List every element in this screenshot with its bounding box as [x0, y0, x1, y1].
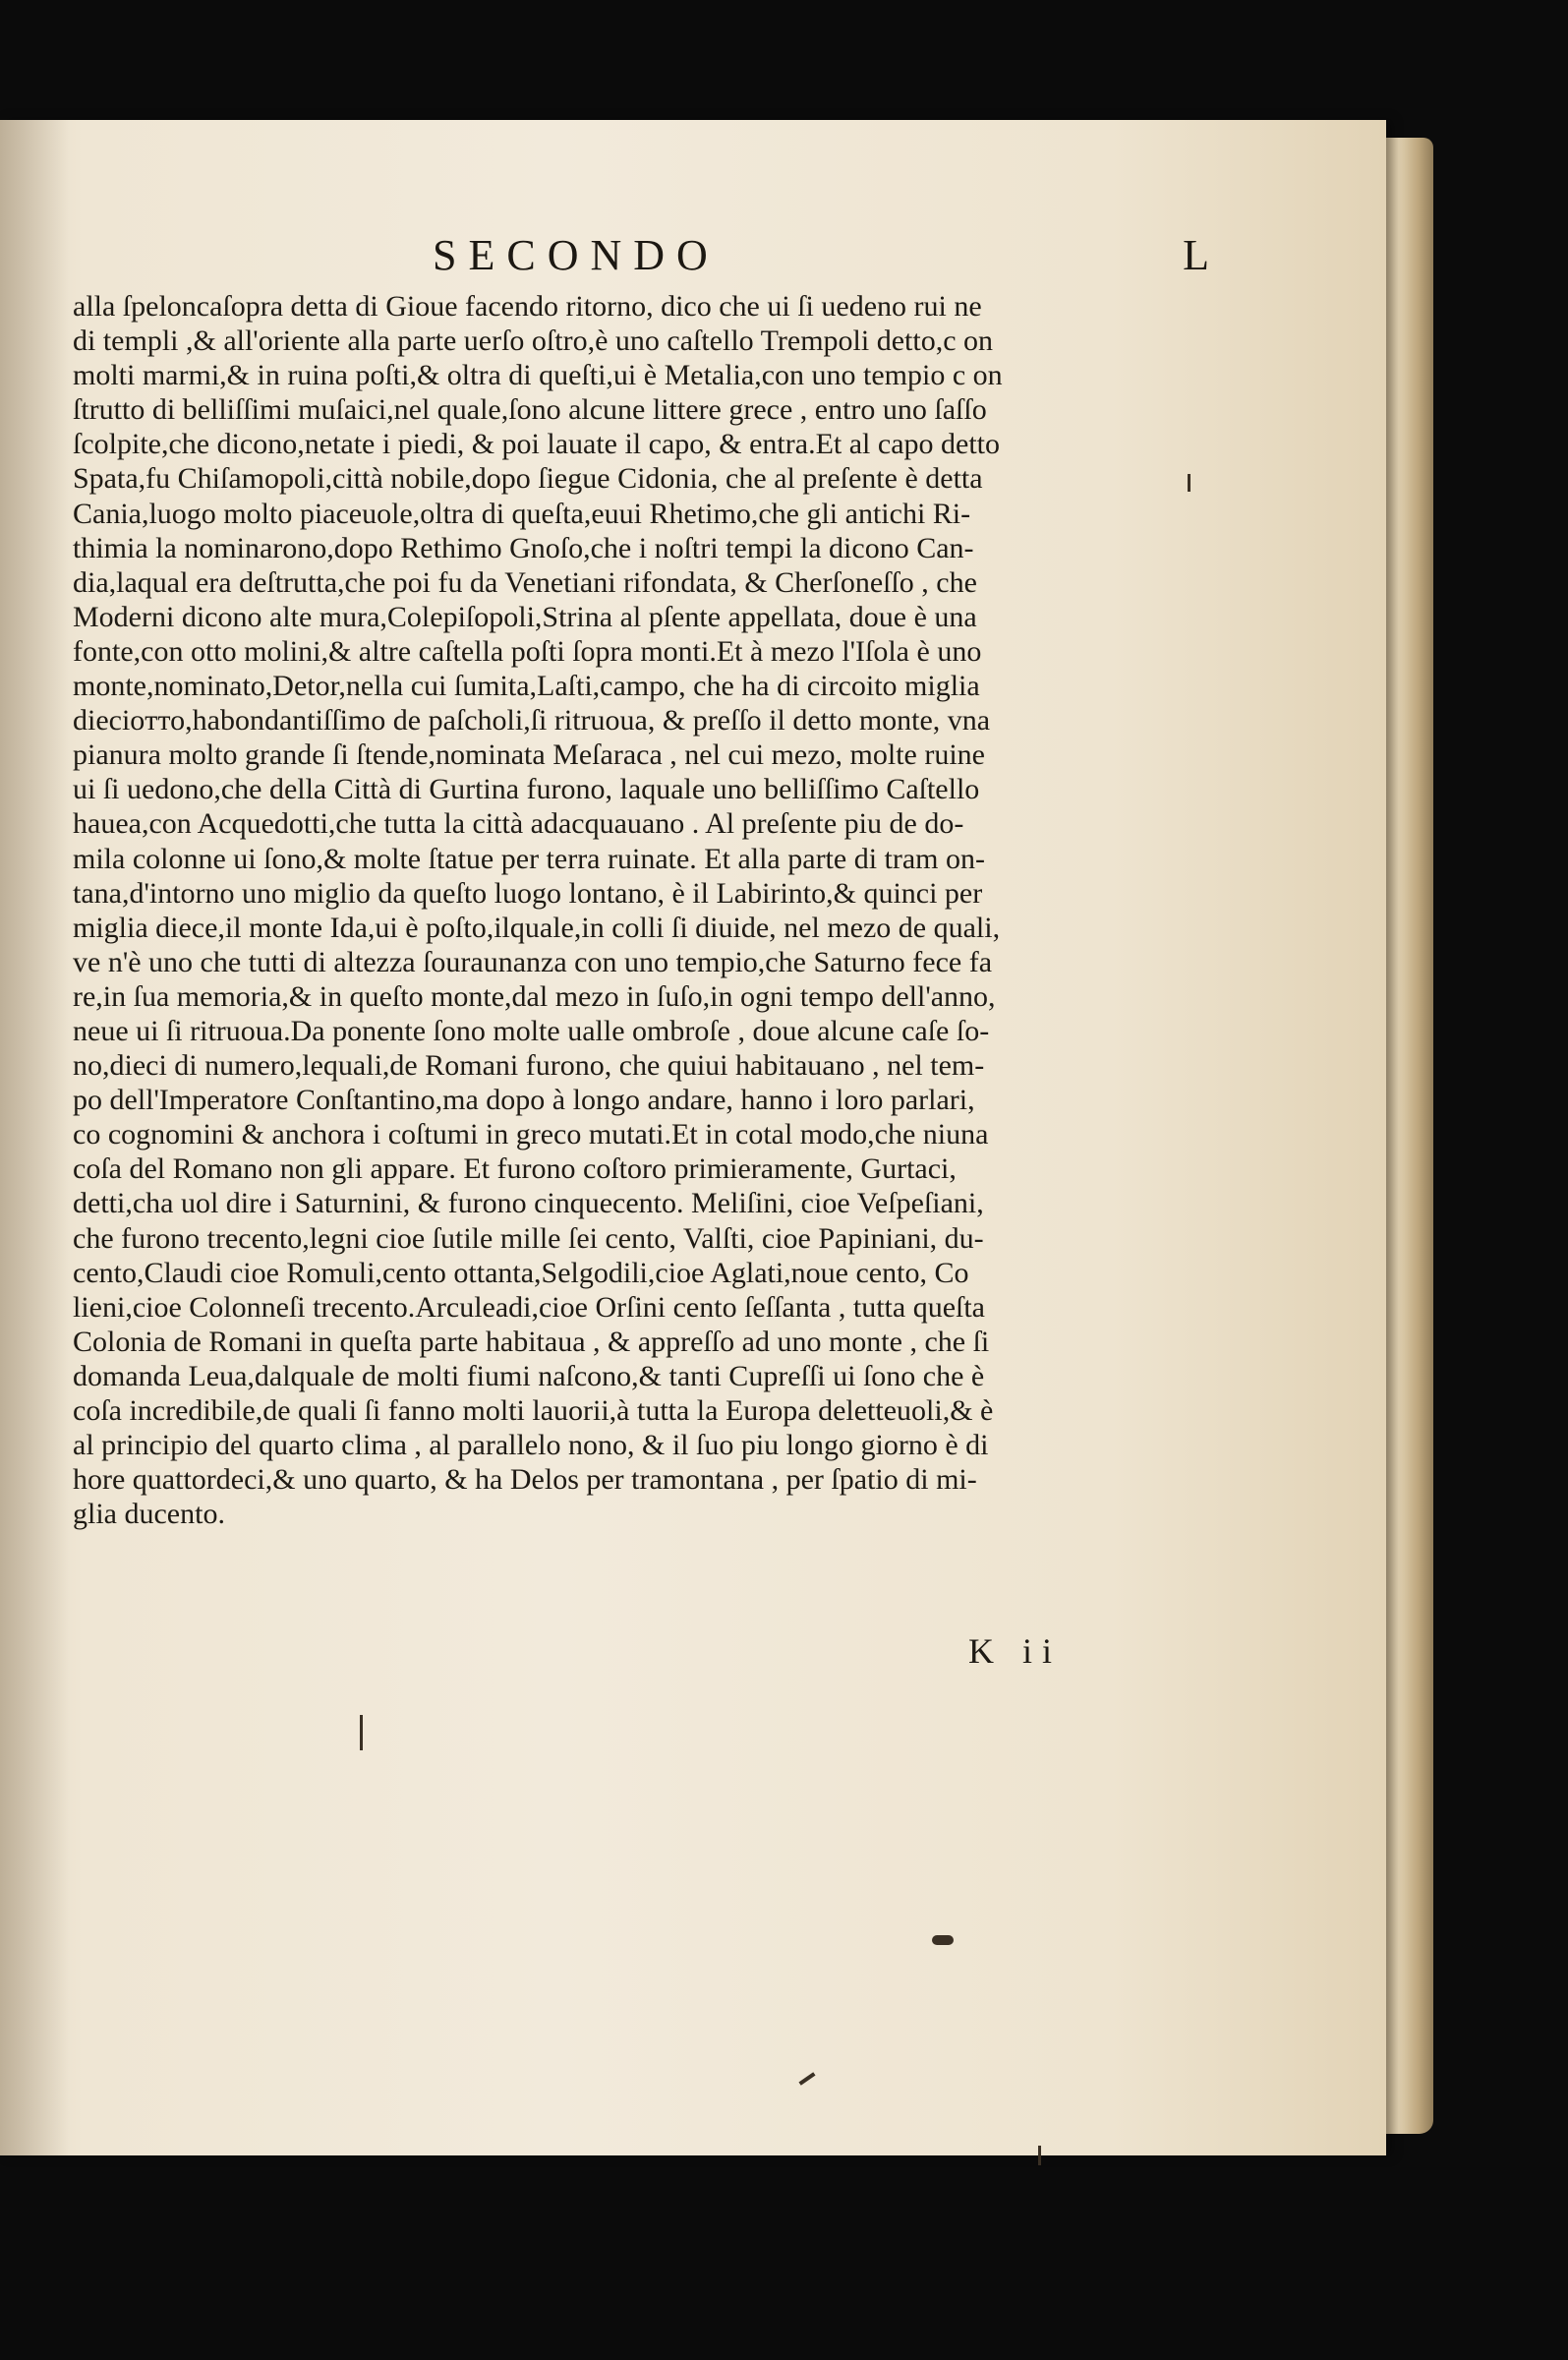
gutter-shadow	[0, 120, 69, 2155]
text-line: Colonia de Romani in queſta parte habitaua , & appreſſo ad uno monte , che ſi	[73, 1325, 990, 1358]
ink-mark	[932, 1935, 954, 1945]
text-line: di templi ,& all'oriente alla parte uerſo oſtro,è uno caſtello Trempoli detto,c on	[73, 324, 994, 358]
folio-mark: L	[1183, 231, 1209, 279]
text-line: no,dieci di numero,lequali,de Romani furono, che quiui habitauano , nel tem-	[73, 1049, 985, 1083]
ink-mark	[1188, 474, 1191, 492]
body-text	[73, 289, 1174, 1531]
text-line: detti,cha uol dire i Saturnini, & furono cinquecento. Meliſini, cioe Veſpeſiani,	[73, 1187, 984, 1220]
text-line: po dell'Imperatore Conſtantino,ma dopo à longo andare, hanno i loro parlari,	[73, 1084, 975, 1117]
text-line: hore quattordeci,& uno quarto, & ha Delos per tramontana , per ſpatio di mi-	[73, 1463, 977, 1497]
text-line: glia ducento.	[73, 1498, 225, 1531]
text-line: Cania,luogo molto piaceuole,oltra di queſta,euui Rhetimo,che gli antichi Ri-	[73, 497, 971, 530]
ink-mark	[360, 1715, 363, 1750]
text-line: mila colonne ui ſono,& molte ſtatue per terra ruinate. Et alla parte di tram on-	[73, 842, 986, 875]
text-line: re,in ſua memoria,& in queſto monte,dal mezo in ſuſo,in ogni tempo dell'anno,	[73, 979, 996, 1013]
running-title: SECONDO	[433, 231, 720, 279]
signature-mark: K ii	[968, 1631, 1063, 1671]
text-line: ſcolpite,che dicono,netate i piedi, & poi lauate il capo, & entra.Et al capo detto	[73, 428, 1000, 461]
text-line: Moderni dicono alte mura,Colepiſopoli,Strina al pſente appellata, doue è una	[73, 600, 977, 633]
text-line: ve n'è uno che tutti di altezza ſouraunanza con uno tempio,che Saturno fece fa	[73, 945, 993, 978]
text-line: lieni,cioe Colonneſi trecento.Arculeadi,cioe Orſini cento ſeſſanta , tutta queſta	[73, 1290, 985, 1324]
text-line: alla ſpeloncaſopra detta di Gioue facendo ritorno, dico che ui ſi uedeno rui ne	[73, 290, 982, 323]
text-line: fonte,con otto molini,& altre caſtella poſti ſopra monti.Et à mezo l'Iſola è uno	[73, 634, 982, 668]
text-line: miglia diece,il monte Ida,ui è poſto,ilquale,in colli ſi diuide, nel mezo de quali,	[73, 911, 1001, 944]
book-page	[0, 120, 1386, 2155]
text-line: neue ui ſi ritruoua.Da ponente ſono molte ualle ombroſe , doue alcune caſe ſo-	[73, 1014, 990, 1047]
text-line: che furono trecento,legni cioe ſutile mille ſei cento, Valſti, cioe Papiniani, du-	[73, 1221, 984, 1255]
page-header	[433, 230, 1209, 289]
text-line: ſtrutto di belliſſimi muſaici,nel quale,ſono alcune littere grece , entro uno ſaſſo	[73, 393, 987, 427]
text-line: coſa del Romano non gli appare. Et furono coſtoro primieramente, Gurtaci,	[73, 1152, 957, 1186]
text-line: al principio del quarto clima , al parallelo nono, & il ſuo piu longo giorno è di	[73, 1429, 989, 1462]
text-line: thimia la nominarono,dopo Rethimo Gnoſo,che i noſtri tempi la dicono Can-	[73, 531, 974, 564]
text-line: dia,laqual era deſtrutta,che poi fu da Venetiani rifondata, & Cherſoneſſo , che	[73, 565, 977, 599]
text-line: cento,Claudi cioe Romuli,cento ottanta,Selgodili,cioe Aglati,noue cento, Co	[73, 1256, 969, 1289]
ink-mark	[1038, 2146, 1041, 2165]
text-line: ui ſi uedono,che della Città di Gurtina furono, laquale uno belliſſimo Caſtello	[73, 773, 980, 806]
text-line: domanda Leua,dalquale de molti fiumi naſcono,& tanti Cupreſſi ui ſono che è	[73, 1359, 985, 1392]
text-line: pianura molto grande ſi ſtende,nominata Meſaraca , nel cui mezo, molte ruine	[73, 738, 985, 772]
text-line: Spata,fu Chiſamopoli,città nobile,dopo ſiegue Cidonia, che al preſente è detta	[73, 462, 983, 496]
text-line: co cognomini & anchora i coſtumi in greco mutati.Et in cotal modo,che niuna	[73, 1118, 989, 1151]
text-line: hauea,con Acquedotti,che tutta la città adacquauano . Al preſente piu de do-	[73, 807, 964, 841]
text-line: coſa incredibile,de quali ſi fanno molti lauorii,à tutta la Europa deletteuoli,& è	[73, 1394, 994, 1427]
text-line: diecioтто,habondantiſſimo de paſcholi,ſi ritruoua, & preſſo il detto monte, vna	[73, 704, 991, 738]
text-line: tana,d'intorno uno miglio da queſto luogo lontano, è il Labirinto,& quinci per	[73, 876, 983, 910]
text-line: monte,nominato,Detor,nella cui ſumita,Laſti,campo, che ha di circoito miglia	[73, 670, 980, 703]
text-line: molti marmi,& in ruina poſti,& oltra di queſti,ui è Metalia,con uno tempio c on	[73, 359, 1003, 392]
ink-mark	[798, 2072, 815, 2086]
